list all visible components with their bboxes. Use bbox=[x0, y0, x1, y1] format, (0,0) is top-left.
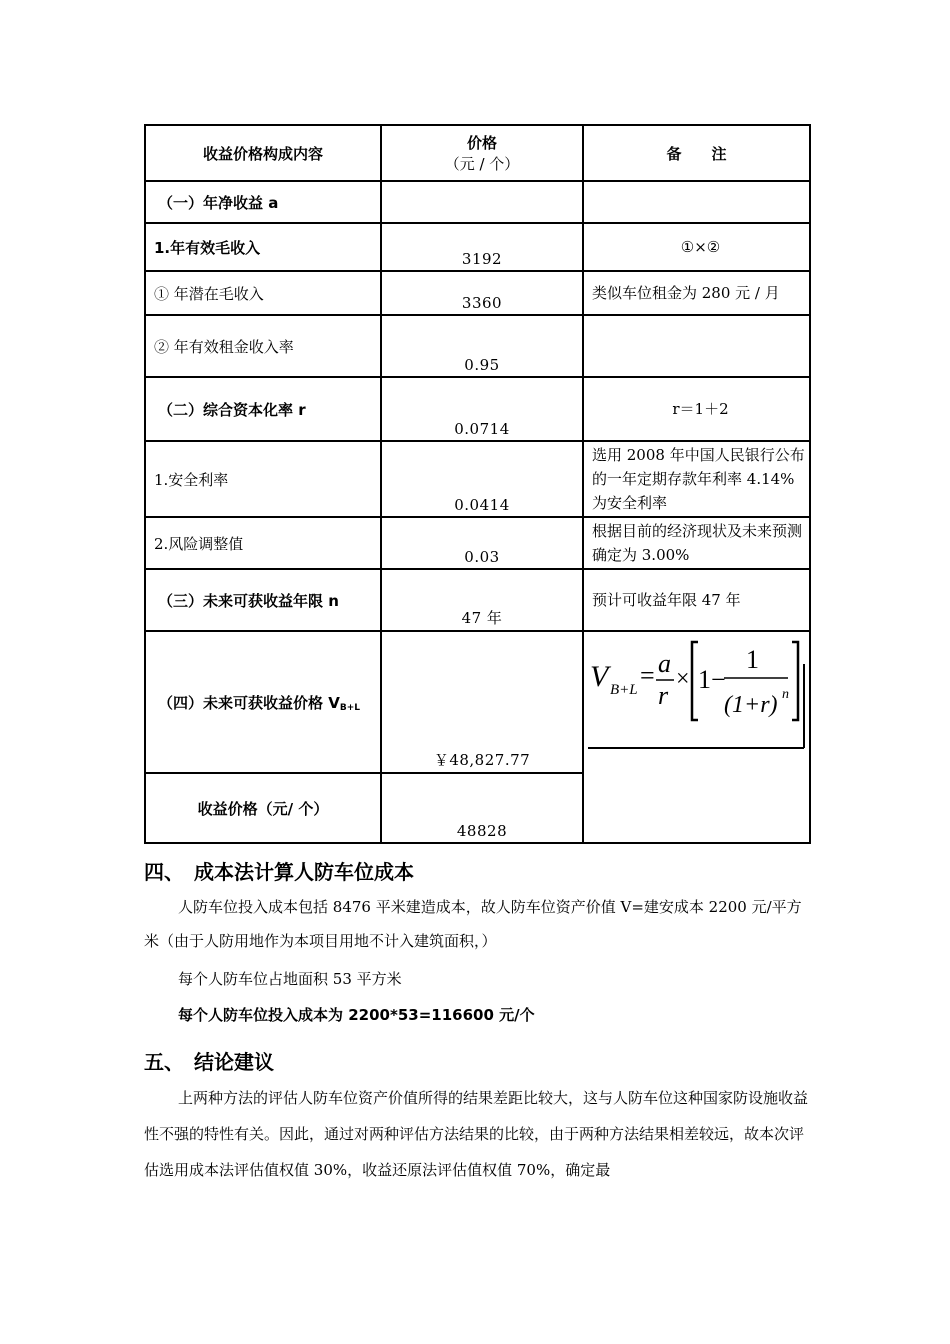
row-note: r＝1＋2 bbox=[583, 377, 810, 441]
row-label: （三）未来可获收益年限 n bbox=[145, 569, 381, 631]
row-note bbox=[583, 181, 810, 223]
row-label: （一）年净收益 a bbox=[145, 181, 381, 223]
row-value: 0.03 bbox=[381, 517, 583, 569]
formula-times: × bbox=[676, 666, 690, 692]
formula-v: V bbox=[590, 660, 609, 693]
row-label: 2.风险调整值 bbox=[145, 517, 381, 569]
formula-one-minus: 1− bbox=[698, 665, 726, 694]
row-value: 0.0414 bbox=[381, 441, 583, 517]
section5-para1: 上两种方法的评估人防车位资产价值所得的结果差距比较大，这与人防车位这种国家防设施收益性不强的特性有关。因此，通过对两种评估方法结果的比较，由于两种方法结果相差较远，故本次评估选用成本法评估值权值 30%，收益还原法评估值权值 70%，确定最 bbox=[144, 1089, 809, 1179]
row-label-future-price bbox=[145, 631, 381, 773]
row-note: 类似车位租金为 280 元 / 月 bbox=[583, 271, 810, 315]
formula-v-sub: B+L bbox=[610, 682, 638, 698]
row-value bbox=[381, 181, 583, 223]
section4-para3: 每个人防车位投入成本为 2200*53=116600 元/个 bbox=[178, 1006, 535, 1024]
formula-r: r bbox=[658, 681, 669, 710]
row-label: 1.年有效毛收入 bbox=[145, 223, 381, 271]
row-label: ① 年潜在毛收入 bbox=[145, 271, 381, 315]
section5-title: 五、 结论建议 bbox=[144, 1050, 274, 1074]
income-price-table bbox=[144, 124, 811, 844]
formula-right-bracket bbox=[792, 642, 798, 720]
header-price-line2: （元 / 个） bbox=[444, 155, 520, 173]
row-value: 0.95 bbox=[381, 315, 583, 377]
row-note: 选用 2008 年中国人民银行公布的一年定期存款年利率 4.14%为安全利率 bbox=[583, 441, 810, 517]
row-value: 3360 bbox=[381, 271, 583, 315]
formula-numerator-one: 1 bbox=[746, 645, 759, 674]
row-note: 根据目前的经济现状及未来预测确定为 3.00% bbox=[583, 517, 810, 569]
row-value: 47 年 bbox=[381, 569, 583, 631]
row-value: 3192 bbox=[381, 223, 583, 271]
section4-para2: 每个人防车位占地面积 53 平方米 bbox=[178, 970, 402, 988]
row-value: ￥48,827.77 bbox=[381, 631, 583, 773]
row-value: 0.0714 bbox=[381, 377, 583, 441]
header-price bbox=[381, 125, 583, 181]
formula-a: a bbox=[658, 649, 671, 678]
header-note: 备 注 bbox=[583, 125, 810, 181]
section4-para1: 人防车位投入成本包括 8476 平米建造成本，故人防车位资产价值 V=建安成本 2200 元/平方米（由于人防用地作为本项目用地不计入建筑面积，） bbox=[144, 898, 802, 950]
row-label-sub: B+L bbox=[339, 702, 360, 713]
row-note bbox=[583, 315, 810, 377]
row-value: 48828 bbox=[381, 773, 583, 843]
formula-equals: = bbox=[640, 661, 655, 690]
row-note: 预计可收益年限 47 年 bbox=[583, 569, 810, 631]
header-content: 收益价格构成内容 bbox=[145, 125, 381, 181]
formula-cell bbox=[583, 631, 810, 843]
row-label: ② 年有效租金收入率 bbox=[145, 315, 381, 377]
header-price-line1: 价格 bbox=[466, 134, 497, 152]
row-note: ①×② bbox=[583, 223, 810, 271]
row-label: 1.安全利率 bbox=[145, 441, 381, 517]
section4-title: 四、 成本法计算人防车位成本 bbox=[144, 860, 414, 884]
row-label: （二）综合资本化率 r bbox=[145, 377, 381, 441]
capitalization-formula bbox=[588, 634, 810, 750]
formula-exponent: n bbox=[782, 687, 789, 702]
row-label: 收益价格（元/ 个） bbox=[145, 773, 381, 843]
row-label-text: （四）未来可获收益价格 V bbox=[158, 693, 340, 712]
formula-paren-expr: (1+r) bbox=[724, 692, 778, 718]
